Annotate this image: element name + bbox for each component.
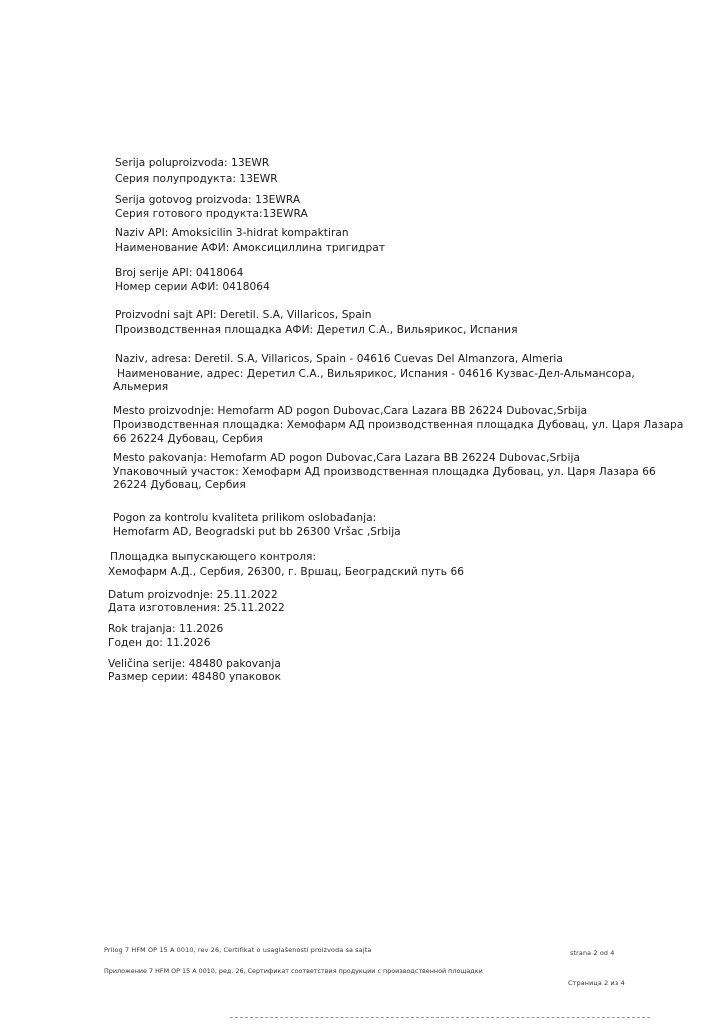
footer-lat: Prilog 7 HFM OP 15 A 0010, rev 26, Certifikat o usaglašenosti proizvoda sa sajta [104,946,372,954]
api-name-cyr: Наименование АФИ: Амоксициллина тригидрат [115,242,386,254]
footer-lat-page: strana 2 od 4 [570,949,615,957]
semi-batch-cyr: Серия полупродукта: 13EWR [115,173,278,185]
mfg-site-lat: Mesto proizvodnje: Hemofarm AD pogon Dubovac,Cara Lazara BB 26224 Dubovac,Srbija [113,405,588,417]
release-site-cyr-2: Хемофарм А.Д., Сербия, 26300, г. Вршац, Београдский путь 66 [108,566,465,578]
pack-site-cyr-2: 26224 Дубовац, Сербия [113,479,246,491]
batch-size-lat: Veličina serije: 48480 pakovanja [108,658,281,670]
expiry-cyr: Годен до: 11.2026 [108,637,211,649]
release-site-cyr-1: Площадка выпускающего контроля: [110,551,317,563]
mfg-site-cyr-2: 66 26224 Дубовац, Сербия [113,433,263,445]
semi-batch-lat: Serija poluproizvoda: 13EWR [115,157,270,169]
api-site-lat: Proizvodni sajt API: Deretil. S.A, Villaricos, Spain [115,309,372,321]
qc-release-lat-2: Hemofarm AD, Beogradski put bb 26300 Vršac ,Srbija [113,526,401,538]
footer-cyr-page: Страница 2 из 4 [568,979,625,987]
api-batch-lat: Broj serije API: 0418064 [115,267,244,279]
api-site-cyr: Производственная площадка АФИ: Деретил С.А., Вильярикос, Испания [115,324,518,336]
finished-batch-lat: Serija gotovog proizvoda: 13EWRA [115,194,301,206]
expiry-lat: Rok trajanja: 11.2026 [108,623,224,635]
pack-site-lat: Mesto pakovanja: Hemofarm AD pogon Dubovac,Cara Lazara BB 26224 Dubovac,Srbija [113,452,580,464]
pack-site-cyr-1: Упаковочный участок: Хемофарм АД производственная площадка Дубовац, ул. Царя Лазара 66 [113,466,656,478]
address-cyr-1: Наименование, адрес: Деретил С.А., Вильярикос, Испания - 04616 Кузвас-Дел-Альмансора, [117,368,635,380]
mfg-date-lat: Datum proizvodnje: 25.11.2022 [108,589,278,601]
bottom-scan-line [230,1017,650,1018]
batch-size-cyr: Размер серии: 48480 упаковок [108,671,282,683]
mfg-date-cyr: Дата изготовления: 25.11.2022 [108,602,285,614]
address-lat: Naziv, adresa: Deretil. S.A, Villaricos, Spain - 04616 Cuevas Del Almanzora, Almeria [115,353,563,365]
address-cyr-2: Альмерия [113,381,169,393]
api-batch-cyr: Номер серии АФИ: 0418064 [115,281,270,293]
qc-release-lat-1: Pogon za kontrolu kvaliteta prilikom oslobađanja: [113,512,377,524]
footer-cyr: Приложение 7 HFM OP 15 A 0010, ред. 26, Сертификат соответствия продукции с производственной площадки [104,967,483,975]
finished-batch-cyr: Серия готового продукта:13EWRA [115,208,308,220]
mfg-site-cyr-1: Производственная площадка: Хемофарм АД производственная площадка Дубовац, ул. Царя Лазара [113,419,684,431]
api-name-lat: Naziv API: Amoksicilin 3-hidrat kompaktiran [115,227,349,239]
